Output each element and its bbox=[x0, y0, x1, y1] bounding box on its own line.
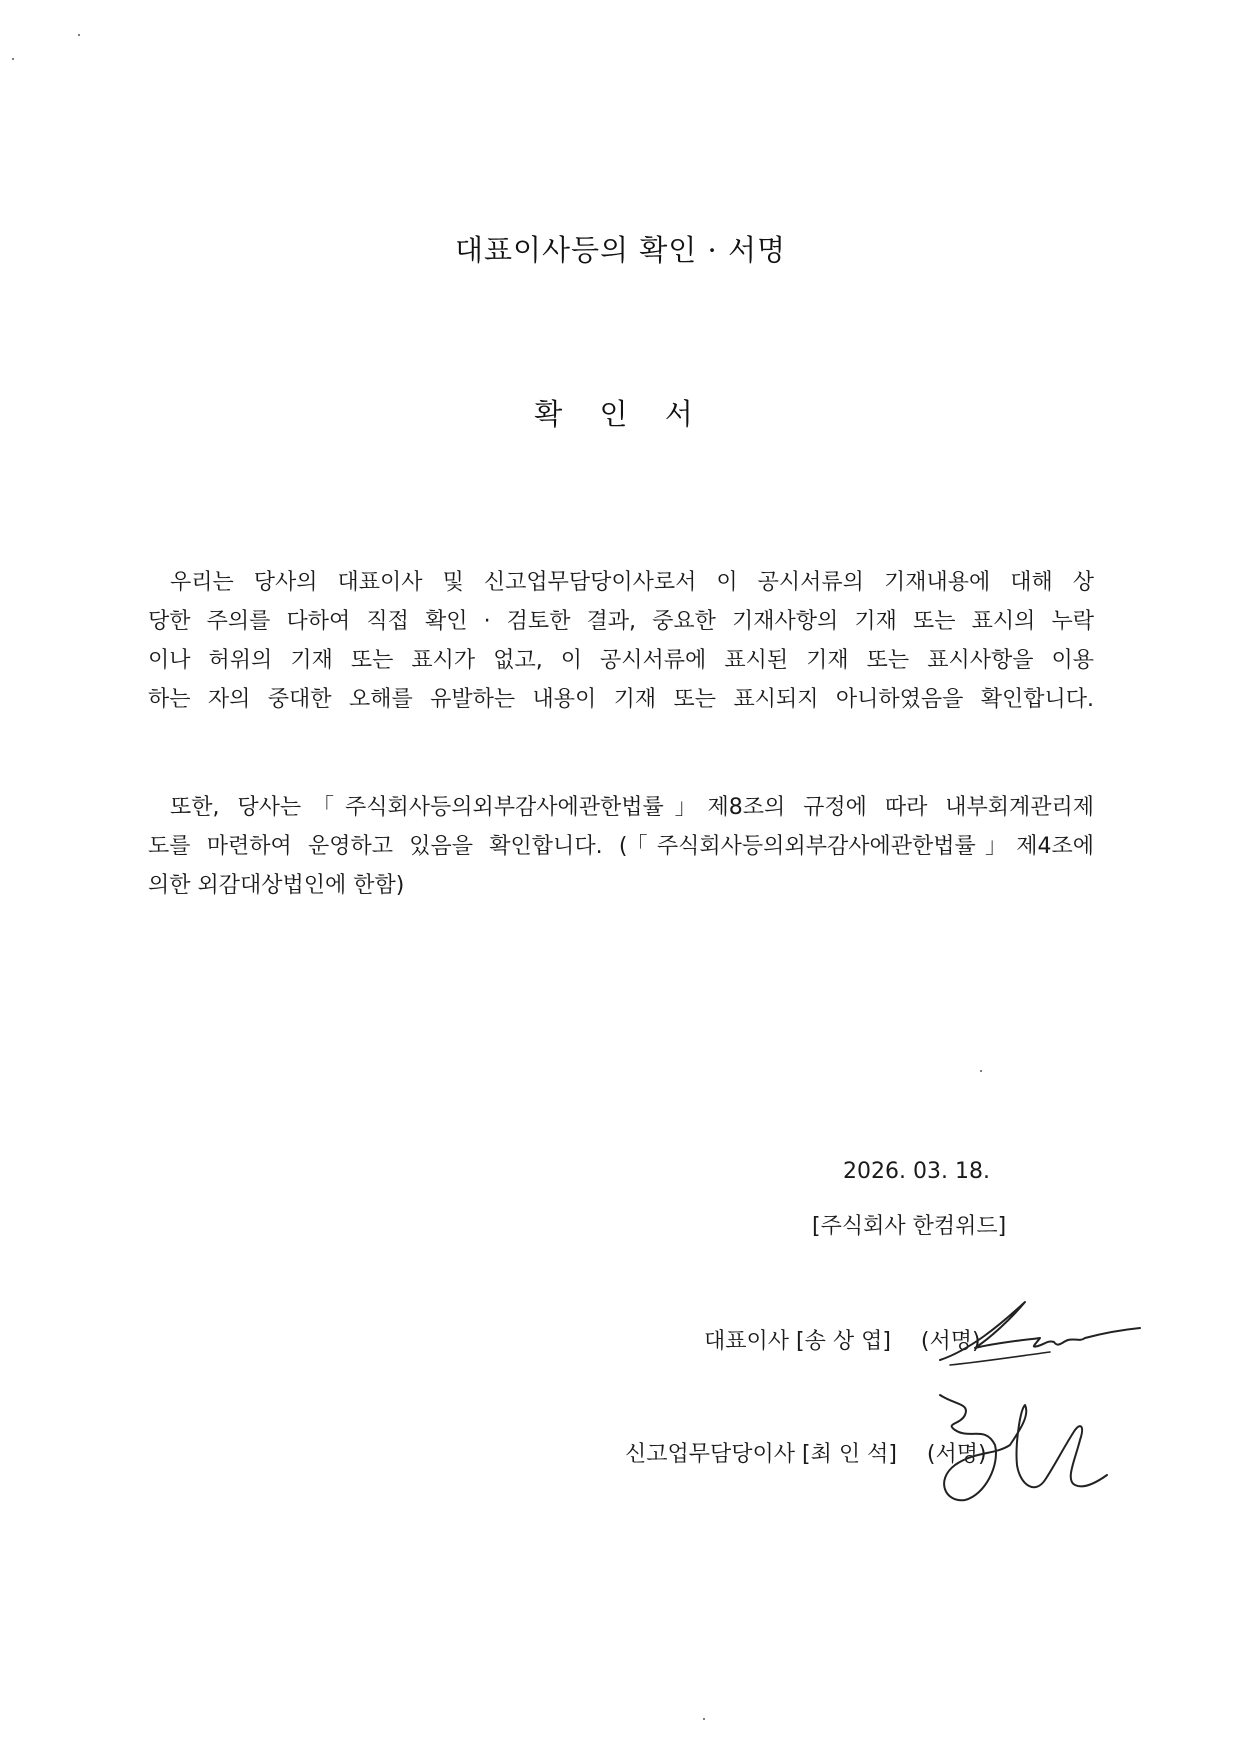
document-subtitle: 확 인 서 bbox=[534, 397, 707, 431]
signer-role-name: 신고업무담당이사 [최 인 석] bbox=[625, 1442, 897, 1467]
document-date: 2026. 03. 18. bbox=[843, 1159, 990, 1184]
scan-speck bbox=[78, 34, 80, 36]
paragraph-line: 의한 외감대상법인에 한함) bbox=[148, 873, 405, 898]
paragraph-line: 하는 자의 중대한 오해를 유발하는 내용이 기재 또는 표시되지 아니하였음을 확인합니다. bbox=[148, 687, 1094, 712]
paragraph-line: 또한, 당사는「주식회사등의외부감사에관한법률」제8조의 규정에 따라 내부회계관리제 bbox=[170, 795, 1094, 820]
document-title: 대표이사등의 확인 · 서명 bbox=[454, 233, 786, 267]
scan-speck bbox=[980, 1070, 982, 1072]
officer-handwritten-signature bbox=[925, 1385, 1115, 1515]
scan-speck bbox=[703, 1718, 705, 1720]
paragraph-line: 우리는 당사의 대표이사 및 신고업무담당이사로서 이 공시서류의 기재내용에 대해 상 bbox=[170, 570, 1094, 595]
paragraph-line: 이나 허위의 기재 또는 표시가 없고, 이 공시서류에 표시된 기재 또는 표시사항을 이용 bbox=[148, 648, 1094, 673]
paragraph-line: 도를 마련하여 운영하고 있음을 확인합니다. (「주식회사등의외부감사에관한법률」제4조에 bbox=[148, 834, 1094, 859]
ceo-handwritten-signature bbox=[930, 1290, 1150, 1380]
company-name: [주식회사 한컴위드] bbox=[812, 1214, 1007, 1239]
scan-speck bbox=[12, 58, 14, 60]
sign-placeholder: (서명) bbox=[920, 1329, 981, 1354]
paragraph-line: 당한 주의를 다하여 직접 확인 · 검토한 결과, 중요한 기재사항의 기재 또는 표시의 누락 bbox=[148, 609, 1094, 634]
confirmation-paragraph bbox=[148, 563, 1094, 719]
signer-role-name: 대표이사 [송 상 엽] bbox=[704, 1329, 891, 1354]
internal-control-paragraph bbox=[148, 788, 1094, 905]
sign-placeholder: (서명) bbox=[926, 1442, 987, 1467]
